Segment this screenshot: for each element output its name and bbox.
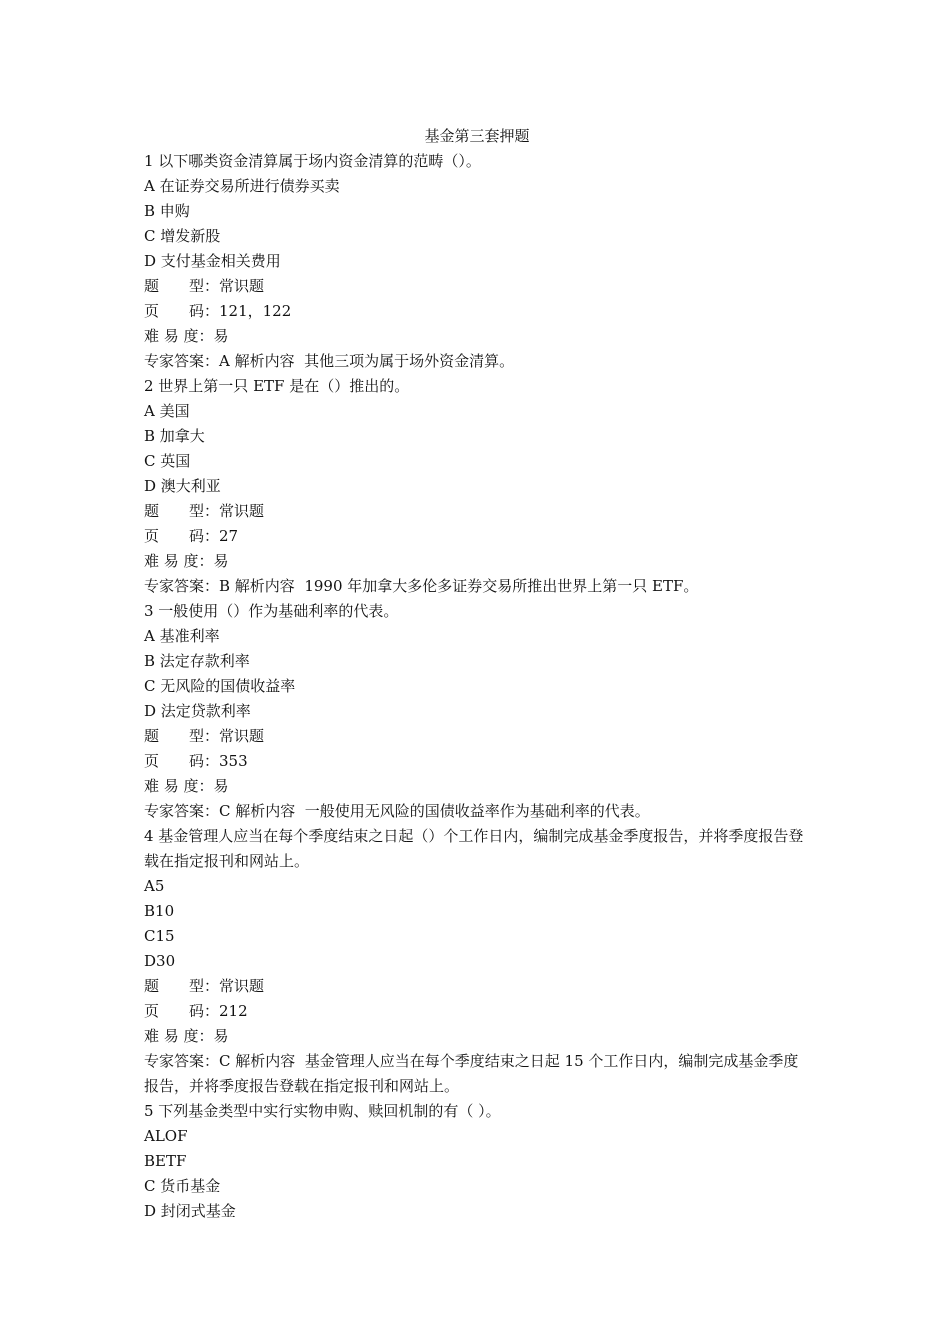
option-d: D 封闭式基金 <box>144 1202 236 1220</box>
option-b: B 加拿大 <box>144 427 205 445</box>
question-type: 题 型：常识题 <box>144 977 265 995</box>
option-d: D30 <box>144 952 176 970</box>
option-c: C 无风险的国债收益率 <box>144 677 296 695</box>
option-a: ALOF <box>144 1127 188 1145</box>
question-stem: 3 一般使用（）作为基础利率的代表。 <box>144 602 399 620</box>
difficulty: 难 易 度：易 <box>144 1027 229 1045</box>
difficulty: 难 易 度：易 <box>144 327 229 345</box>
page-reference: 页 码：121，122 <box>144 302 292 320</box>
expert-answer: 专家答案：B 解析内容 1990 年加拿大多伦多证券交易所推出世界上第一只 ETF。 <box>144 577 699 595</box>
expert-answer: 专家答案：A 解析内容 其他三项为属于场外资金清算。 <box>144 352 515 370</box>
page-reference: 页 码：353 <box>144 752 248 770</box>
question-stem: 1 以下哪类资金清算属于场内资金清算的范畴（）。 <box>144 152 481 170</box>
question-type: 题 型：常识题 <box>144 727 265 745</box>
option-d: D 法定贷款利率 <box>144 702 251 720</box>
option-c: C15 <box>144 927 175 945</box>
expert-answer: 专家答案：C 解析内容 基金管理人应当在每个季度结束之日起 15 个工作日内，编制完成基金季度报告，并将季度报告登载在指定报刊和网站上。 <box>144 1052 799 1095</box>
option-d: D 支付基金相关费用 <box>144 252 281 270</box>
option-a: A5 <box>144 877 165 895</box>
question-2 <box>144 374 810 599</box>
option-a: A 基准利率 <box>144 627 220 645</box>
document-title: 基金第三套押题 <box>424 127 530 145</box>
question-5 <box>144 1099 810 1224</box>
option-a: A 美国 <box>144 402 190 420</box>
option-b: BETF <box>144 1152 187 1170</box>
option-c: C 货币基金 <box>144 1177 221 1195</box>
option-b: B 法定存款利率 <box>144 652 250 670</box>
page-reference: 页 码：212 <box>144 1002 248 1020</box>
question-type: 题 型：常识题 <box>144 502 265 520</box>
option-c: C 英国 <box>144 452 191 470</box>
expert-answer: 专家答案：C 解析内容 一般使用无风险的国债收益率作为基础利率的代表。 <box>144 802 650 820</box>
difficulty: 难 易 度：易 <box>144 777 229 795</box>
document-page <box>144 124 810 1224</box>
option-b: B 申购 <box>144 202 190 220</box>
difficulty: 难 易 度：易 <box>144 552 229 570</box>
question-1 <box>144 149 810 374</box>
question-3 <box>144 599 810 824</box>
page-reference: 页 码：27 <box>144 527 239 545</box>
question-stem: 5 下列基金类型中实行实物申购、赎回机制的有（ ）。 <box>144 1102 501 1120</box>
option-c: C 增发新股 <box>144 227 221 245</box>
option-b: B10 <box>144 902 175 920</box>
option-a: A 在证券交易所进行债券买卖 <box>144 177 340 195</box>
question-4 <box>144 824 810 1099</box>
question-type: 题 型：常识题 <box>144 277 265 295</box>
question-stem: 2 世界上第一只 ETF 是在（）推出的。 <box>144 377 410 395</box>
option-d: D 澳大利亚 <box>144 477 221 495</box>
question-stem: 4 基金管理人应当在每个季度结束之日起（）个工作日内，编制完成基金季度报告，并将季度报告登载在指定报刊和网站上。 <box>144 827 804 870</box>
